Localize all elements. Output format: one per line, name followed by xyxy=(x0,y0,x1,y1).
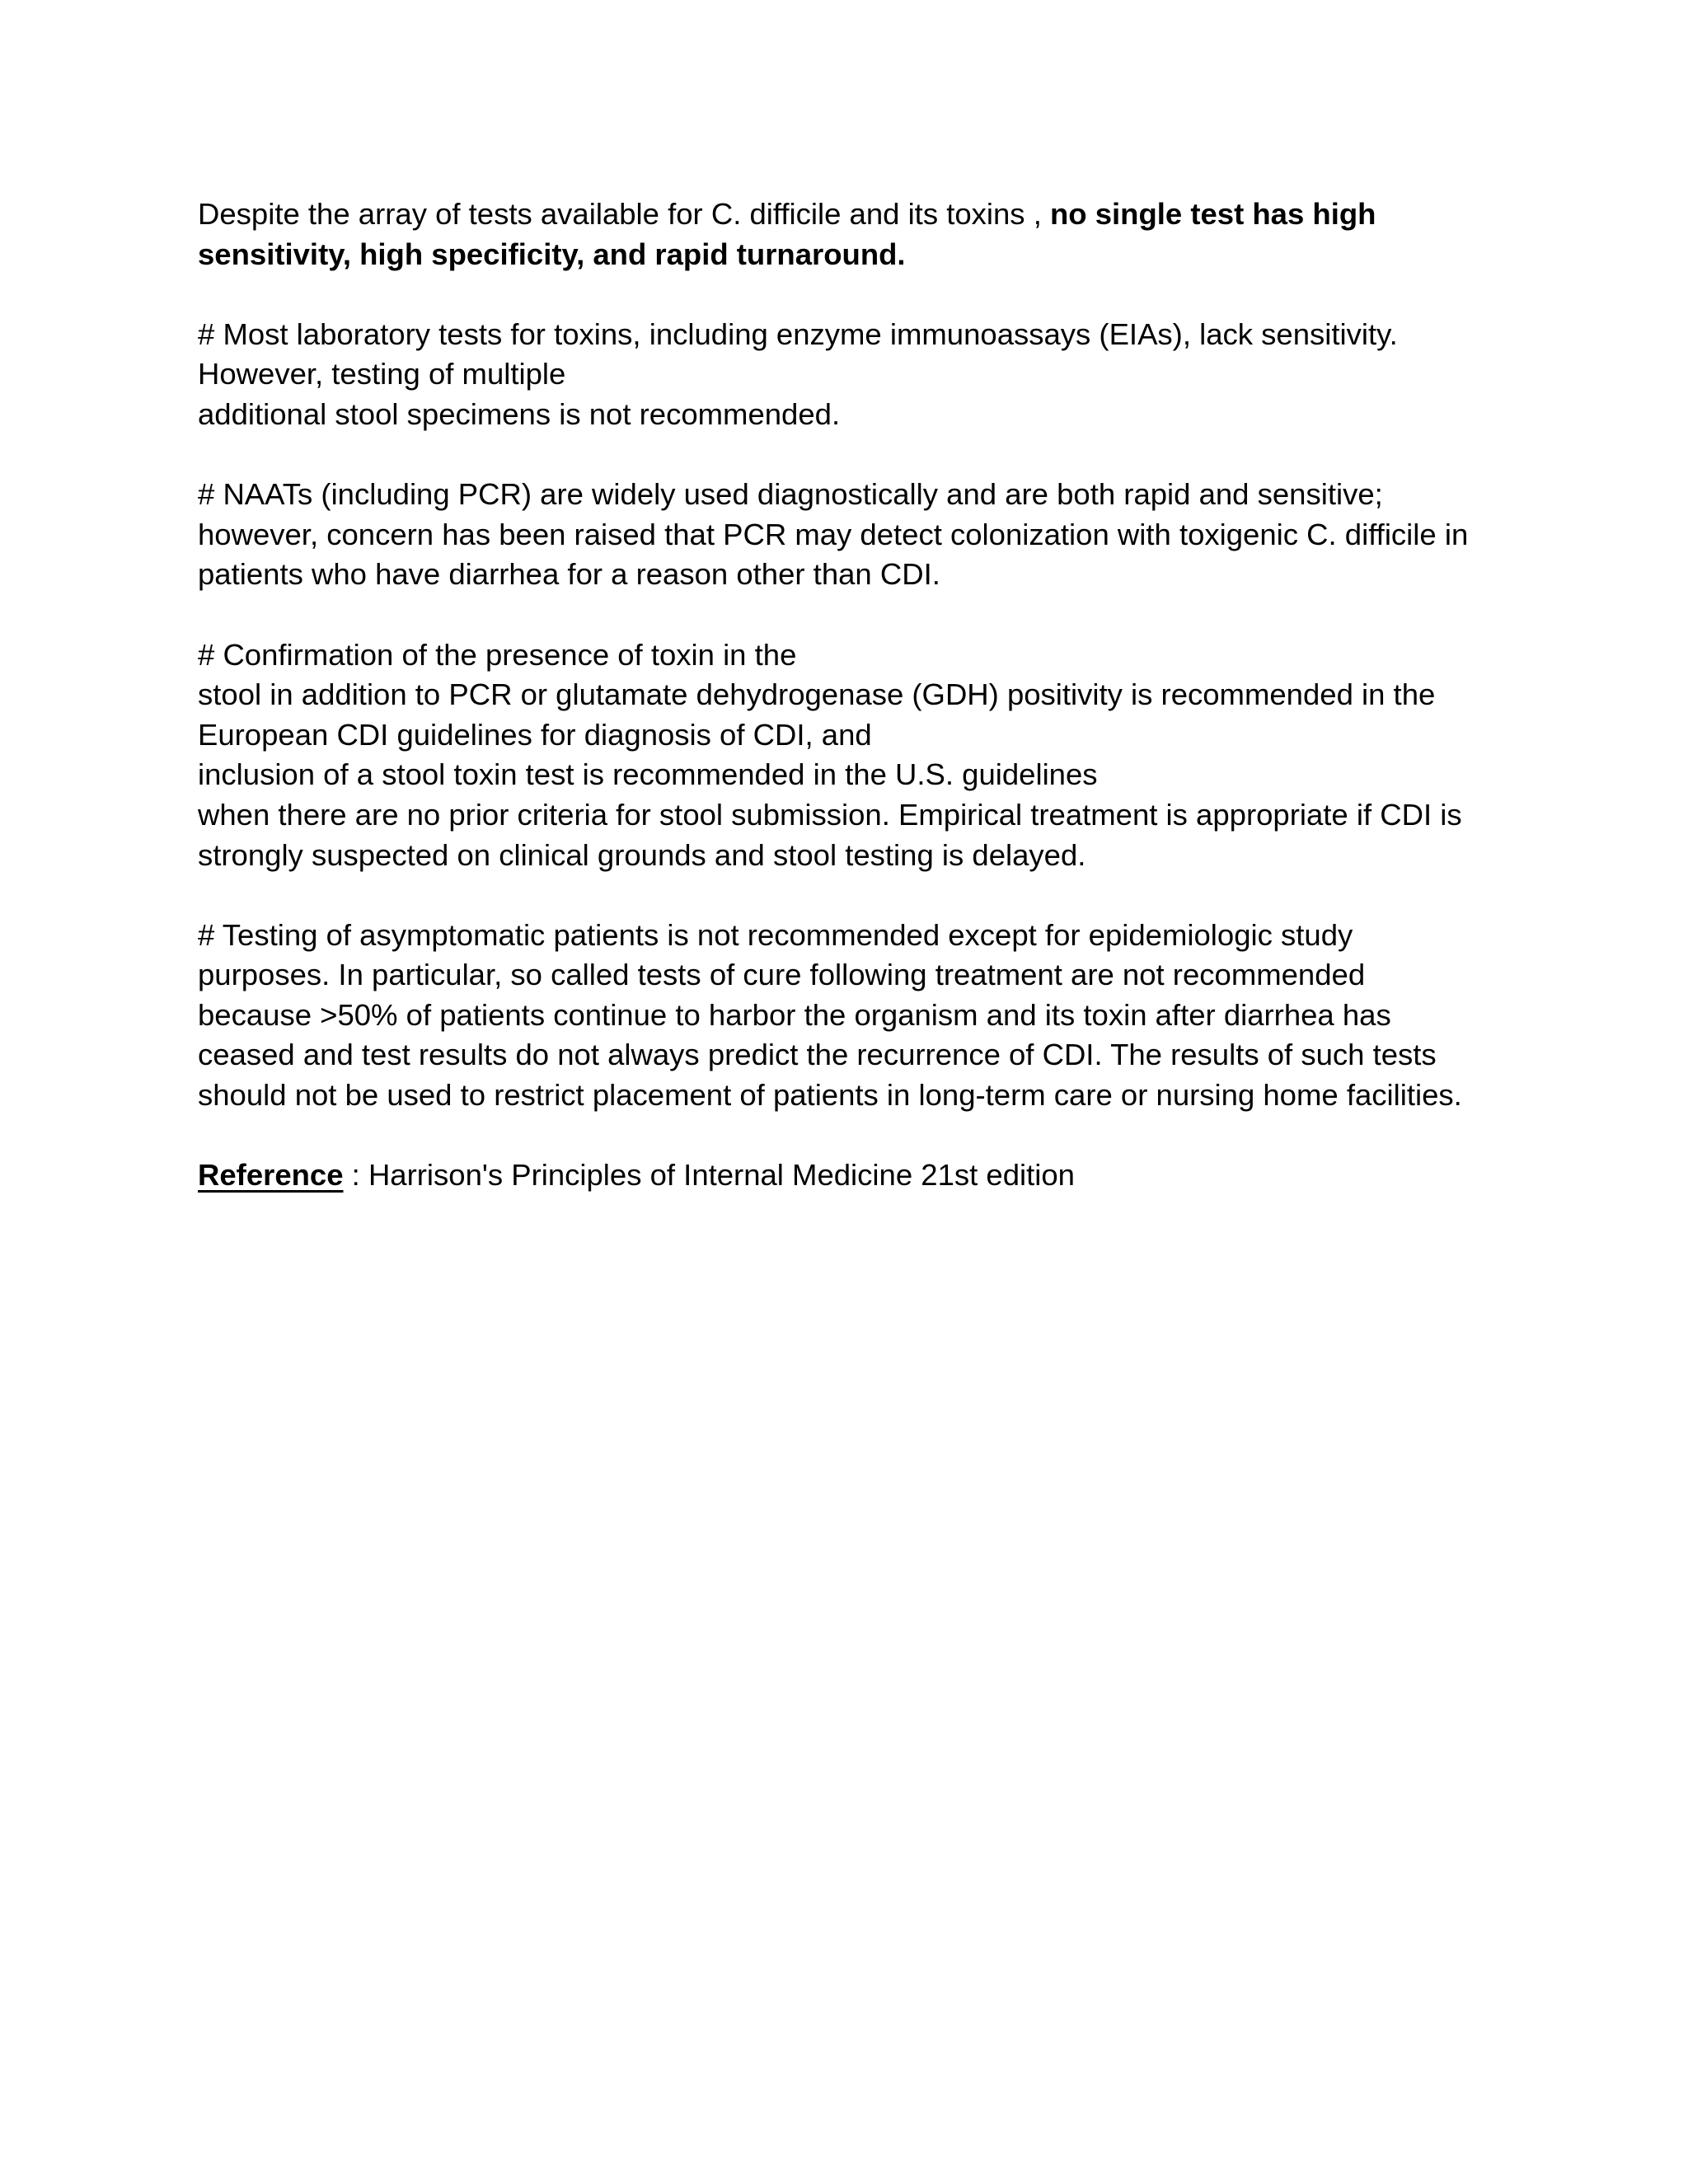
intro-plain-text: Despite the array of tests available for C. difficile and its toxins , xyxy=(198,197,1050,231)
reference-paragraph xyxy=(198,1155,1500,1196)
naat-line: however, concern has been raised that PCR may detect colonization with toxigenic C. difficile in xyxy=(198,517,1469,551)
asymptomatic-line: should not be used to restrict placement of patients in long-term care or nursing home facilities. xyxy=(198,1078,1462,1113)
reference-text: : Harrison's Principles of Internal Medicine 21st edition xyxy=(343,1158,1075,1193)
confirmation-line: European CDI guidelines for diagnosis of CDI, and xyxy=(198,717,872,752)
intro-line-1 xyxy=(198,194,1500,235)
eia-line: However, testing of multiple xyxy=(198,357,566,391)
document-page xyxy=(198,194,1500,1235)
naat-line: patients who have diarrhea for a reason other than CDI. xyxy=(198,557,940,592)
intro-paragraph xyxy=(198,194,1500,274)
confirmation-line: # Confirmation of the presence of toxin in the xyxy=(198,637,797,672)
intro-bold-line-2: sensitivity, high specificity, and rapid turnaround. xyxy=(198,237,906,271)
asymptomatic-line: # Testing of asymptomatic patients is not recommended except for epidemiologic study xyxy=(198,917,1353,952)
naat-line: # NAATs (including PCR) are widely used diagnostically and are both rapid and sensitive; xyxy=(198,477,1383,512)
asymptomatic-line: because >50% of patients continue to harbor the organism and its toxin after diarrhea has xyxy=(198,997,1391,1032)
reference-label: Reference xyxy=(198,1158,344,1193)
eia-paragraph xyxy=(198,315,1500,435)
confirmation-line: inclusion of a stool toxin test is recommended in the U.S. guidelines xyxy=(198,757,1098,792)
confirmation-line: when there are no prior criteria for stool submission. Empirical treatment is appropriate if CDI is xyxy=(198,797,1462,832)
intro-bold-text: no single test has high xyxy=(1049,197,1376,231)
reference-line xyxy=(198,1155,1500,1196)
asymptomatic-paragraph xyxy=(198,916,1500,1116)
asymptomatic-line: purposes. In particular, so called tests of cure following treatment are not recommended xyxy=(198,958,1366,992)
confirmation-line: stool in addition to PCR or glutamate dehydrogenase (GDH) positivity is recommended in the xyxy=(198,677,1436,712)
asymptomatic-line: ceased and test results do not always predict the recurrence of CDI. The results of such tests xyxy=(198,1038,1437,1072)
eia-line: additional stool specimens is not recommended. xyxy=(198,396,841,431)
eia-line: # Most laboratory tests for toxins, including enzyme immunoassays (EIAs), lack sensitivity. xyxy=(198,316,1398,351)
confirmation-line: strongly suspected on clinical grounds and stool testing is delayed. xyxy=(198,837,1086,872)
naat-paragraph xyxy=(198,475,1500,595)
confirmation-paragraph xyxy=(198,635,1500,876)
